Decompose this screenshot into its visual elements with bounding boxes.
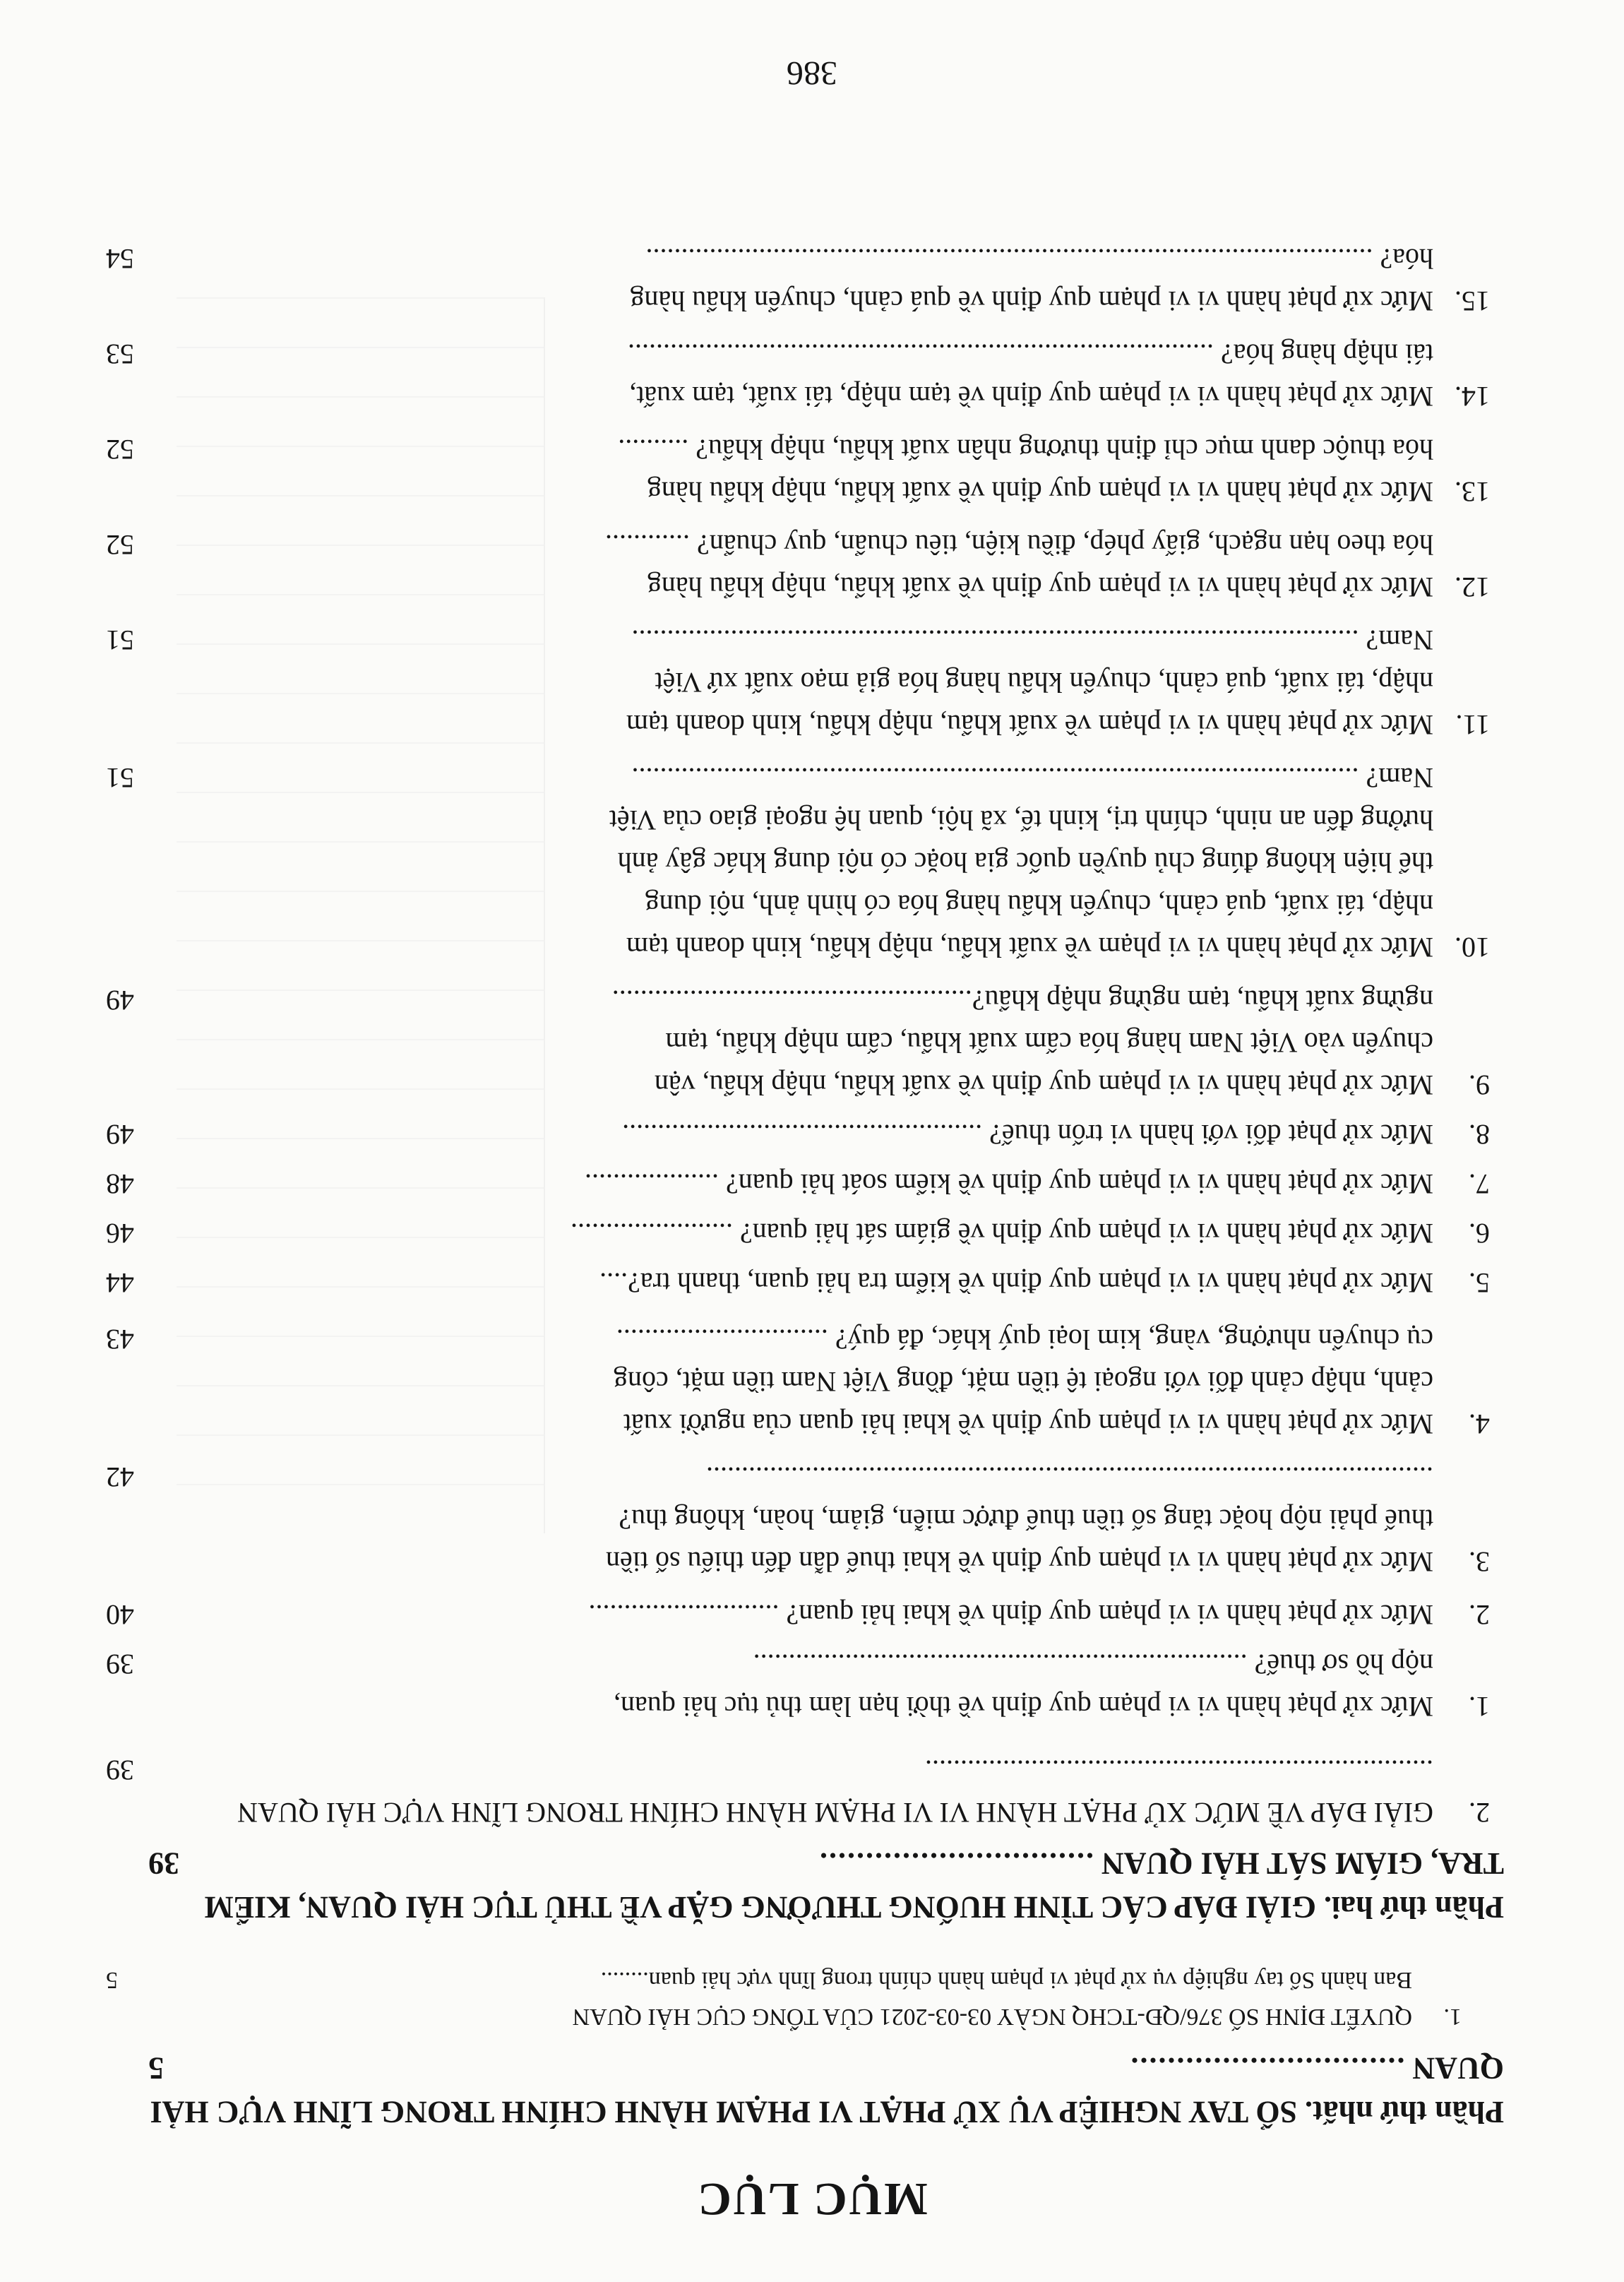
entry-number: 2. — [1469, 1797, 1490, 1829]
question-text: Mức xử phạt hành vi vi phạm về xuất khẩu, nhập khẩu, kinh doanh tạm nhập, tái xuất, quá cảnh, chuyển khẩu hàng hóa giả mạo xuất xứ Việt Nam? ....................................................................................................... — [626, 624, 1433, 741]
question-number: 3. — [1469, 1546, 1490, 1578]
question-number: 9. — [1469, 1069, 1490, 1101]
toc-entry-decision — [106, 1957, 1462, 2035]
question-text: Mức xử phạt hành vi vi phạm quy định về khai hải quan? ........................... — [588, 1599, 1433, 1631]
question-text: Mức xử phạt hành vi vi phạm quy định về khai hải quan của người xuất cảnh, nhập cảnh đối với ngoại tệ tiền mặt, đồng Việt Nam tiền mặt, công cụ chuyển nhượng, vàng, kim loại quý khác, đá quý? .............................. — [613, 1324, 1433, 1440]
question-page: 51 — [106, 762, 134, 794]
question-number: 15. — [1455, 285, 1490, 317]
entry-text: GIẢI ĐÁP VỀ MỨC XỬ PHẠT HÀNH VI VI PHẠM HÀNH CHÍNH TRONG LĨNH VỰC HẢI QUAN ........................................................................ — [237, 1754, 1433, 1829]
question-text: Mức xử phạt hành vi vi phạm quy định về khai thuế dẫn đến thiếu số tiền thuế phải nộp hoặc tăng số tiền thuế được miễn, giảm, hoàn, không thu? ....................................................................................................... — [605, 1461, 1433, 1578]
question-text: Mức xử phạt hành vi vi phạm quy định về kiểm tra hải quan, thanh tra?.... — [599, 1267, 1433, 1299]
question-page: 51 — [106, 624, 134, 656]
page-number: 386 — [787, 54, 837, 92]
question-text: Mức xử phạt hành vi vi phạm quy định về tạm nhập, tái xuất, tạm xuất, tái nhập hàng hóa? ................................................................................... — [628, 338, 1433, 412]
question-number: 5. — [1469, 1267, 1490, 1299]
question-number: 7. — [1469, 1168, 1490, 1200]
part-one-dots: .............................. — [1129, 2051, 1405, 2086]
question-text: Mức xử phạt hành vi vi phạm quy định về kiểm soát hải quan? ................... — [584, 1168, 1433, 1200]
question-number: 11. — [1455, 709, 1490, 741]
question-text: Mức xử phạt đối với hành vi trốn thuế? ................................................... — [622, 1119, 1433, 1151]
question-page: 49 — [106, 1119, 134, 1151]
question-number: 1. — [1469, 1691, 1490, 1723]
question-page: 39 — [106, 1648, 134, 1680]
entry-page: 39 — [106, 1754, 134, 1786]
question-page: 44 — [106, 1267, 134, 1299]
question-page: 53 — [106, 338, 134, 370]
question-number: 13. — [1455, 476, 1490, 508]
question-number: 2. — [1469, 1599, 1490, 1631]
question-number: 8. — [1469, 1119, 1490, 1151]
question-page: 46 — [106, 1218, 134, 1249]
question-text: Mức xử phạt hành vi vi phạm quy định về xuất khẩu, nhập khẩu, vận chuyển vào Việt Nam hàng hóa cấm xuất khẩu, cấm nhập khẩu, tạm ngừng xuất khẩu, tạm ngừng nhập khẩu?................................................... — [611, 985, 1433, 1101]
question-number: 6. — [1469, 1218, 1490, 1249]
part-one-page: 5 — [148, 2051, 164, 2086]
part-two-heading — [148, 1841, 1504, 1929]
part-two-title: Phần thứ hai. GIẢI ĐÁP CÁC TÌNH HUỐNG THƯỜNG GẶP VỀ THỦ TỤC HẢI QUAN, KIỂM TRA, GIÁM SÁT HẢI QUAN — [204, 1846, 1504, 1925]
question-page: 54 — [106, 243, 134, 275]
question-number: 10. — [1455, 932, 1490, 963]
question-text: Mức xử phạt hành vi vi phạm quy định về thời hạn làm thủ tục hải quan, nộp hồ sơ thuế? ...................................................................... — [614, 1648, 1433, 1723]
question-page: 49 — [106, 985, 134, 1016]
part-two-dots: .............................. — [818, 1846, 1094, 1881]
question-page: 40 — [106, 1599, 134, 1631]
entry-text: QUYẾT ĐỊNH SỐ 376/QĐ-TCHQ NGÀY 03-03-2021 CỦA TỔNG CỤC HẢI QUAN Ban hành Sổ tay nghiệp vụ xử phạt vi phạm hành chính trong lĩnh vực hải quan........ — [572, 1967, 1412, 2030]
question-page: 42 — [106, 1461, 134, 1493]
page-title: MỤC LỤC — [696, 2173, 928, 2225]
question-page: 52 — [106, 529, 134, 561]
question-page: 52 — [106, 434, 134, 465]
question-text: Mức xử phạt hành vi vi phạm quy định về quá cảnh, chuyển khẩu hàng hóa? ....................................................................................................... — [630, 243, 1433, 317]
question-page: 43 — [106, 1324, 134, 1355]
question-text: Mức xử phạt hành vi vi phạm quy định về xuất khẩu, nhập khẩu hàng hóa theo hạn ngạch, giấy phép, điều kiện, tiêu chuẩn, quy chuẩn? ............ — [605, 529, 1433, 603]
question-text: Mức xử phạt hành vi vi phạm quy định về giám sát hải quan? ....................... — [570, 1218, 1433, 1249]
question-number: 12. — [1455, 571, 1490, 603]
part-two-page: 39 — [148, 1846, 179, 1881]
part-one-heading — [148, 2046, 1504, 2134]
question-text: Mức xử phạt hành vi vi phạm về xuất khẩu, nhập khẩu, kinh doanh tạm nhập, tái xuất, quá cảnh, chuyển khẩu hàng hóa có hình ảnh, nội dung thể hiện không đúng chủ quyền quốc gia hoặc có nội dung khác gây ảnh hưởng đến an ninh, chính trị, kinh tế, xã hội, quan hệ ngoại giao của Việt Nam? ....................................................................................................... — [609, 762, 1433, 963]
entry-page: 5 — [106, 1967, 118, 1993]
part-one-title: Phần thứ nhất. SỔ TAY NGHIỆP VỤ XỬ PHẠT VI PHẠM HÀNH CHÍNH TRONG LĨNH VỰC HẢI QUAN — [150, 2051, 1504, 2129]
question-page: 48 — [106, 1168, 134, 1200]
entry-number: 1. — [1443, 2004, 1462, 2030]
toc-entry-section-2 — [106, 1749, 1490, 1834]
question-number: 4. — [1469, 1408, 1490, 1440]
question-text: Mức xử phạt hành vi vi phạm quy định về xuất khẩu, nhập khẩu hàng hóa thuộc danh mục chỉ định thương nhân xuất khẩu, nhập khẩu? .......... — [618, 434, 1433, 508]
question-number: 14. — [1455, 381, 1490, 412]
